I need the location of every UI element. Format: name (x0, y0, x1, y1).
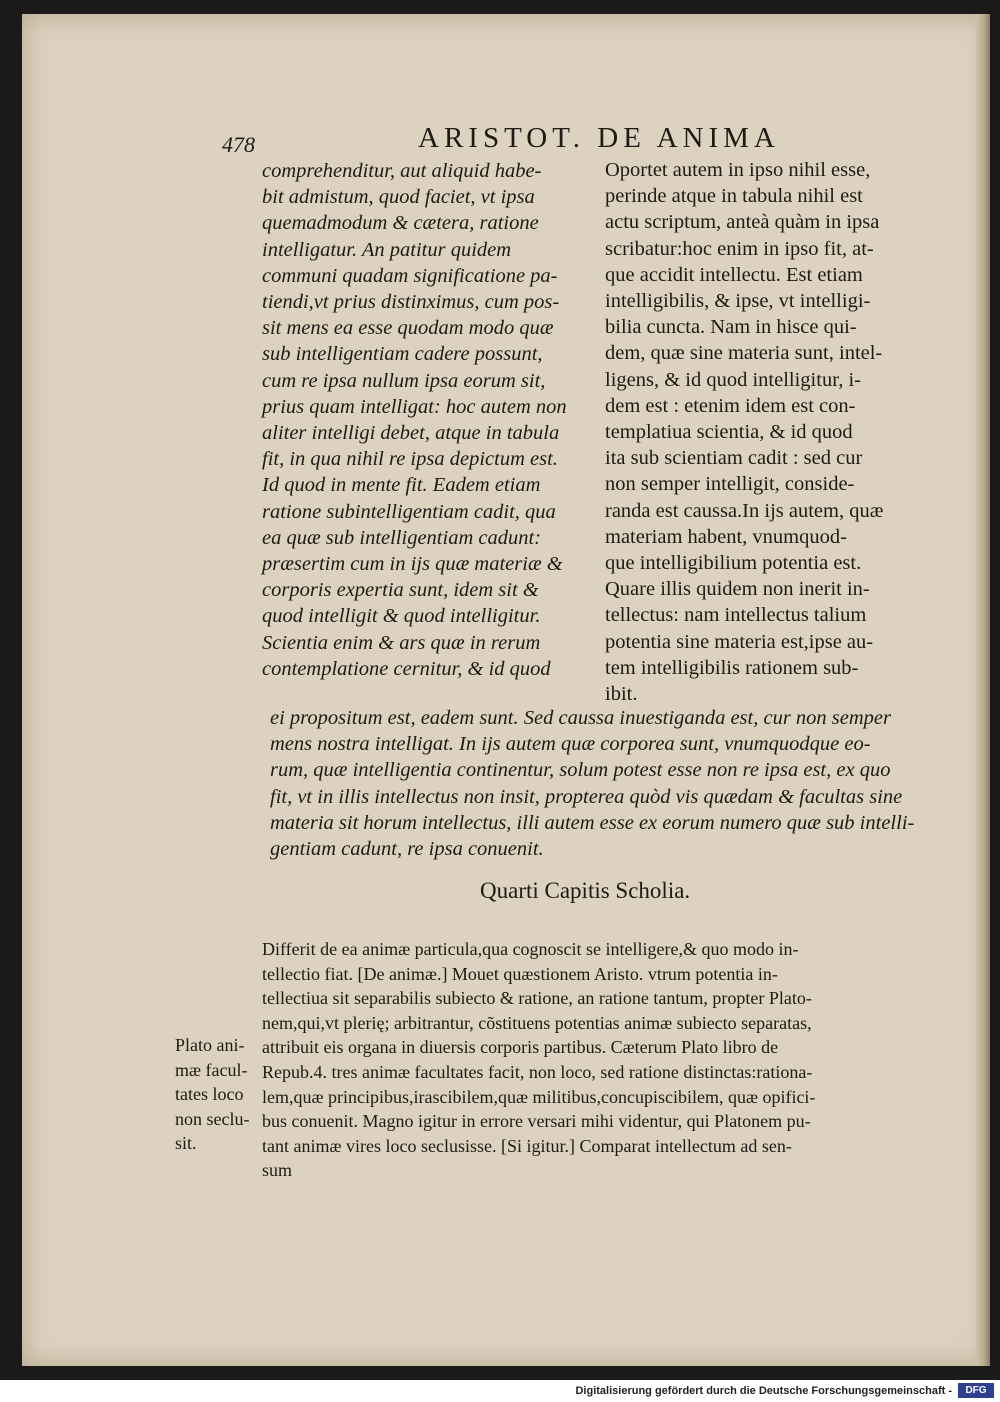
text-line: ligens, & id quod intelligitur, i- (605, 368, 861, 391)
text-line: attribuit eis organa in diuersis corporis partibus. Cæterum Plato libro de (262, 1037, 779, 1058)
text-line: potentia sine materia est,ipse au- (605, 630, 874, 653)
text-line: corporis expertia sunt, idem sit & (262, 579, 539, 602)
text-line: que accidit intellectu. Est etiam (605, 263, 863, 286)
text-line: que intelligibilium potentia est. (605, 552, 862, 575)
footer-bar (0, 1380, 1000, 1402)
text-line: tellectio fiat. [De animæ.] Mouet quæstionem Aristo. vtrum potentia in- (262, 963, 778, 984)
margin-note-line: sit. (175, 1133, 197, 1154)
scholia-paragraph (262, 937, 815, 1183)
text-line: Scientia enim & ars quæ in rerum (262, 631, 541, 654)
text-line: bus conuenit. Magno igitur in errore versari mihi videntur, qui Platonem pu- (262, 1111, 811, 1132)
dfg-logo: DFG (958, 1383, 994, 1398)
text-line: Repub.4. tres animæ facultates facit, non loco, sed ratione distinctas:rationa- (262, 1061, 813, 1082)
text-line: templatiua scientia, & id quod (605, 421, 853, 444)
text-line: scribatur:hoc enim in ipso fit, at- (605, 237, 874, 260)
text-line: Oportet autem in ipso nihil esse, (605, 159, 871, 181)
text-line: dem, quæ sine materia sunt, intel- (605, 342, 883, 365)
text-line: aliter intelligi debet, atque in tabula (262, 422, 560, 445)
text-line: contemplatione cernitur, & id quod (262, 657, 551, 680)
text-line: sit mens ea esse quodam modo quæ (262, 317, 554, 340)
text-line: lem,quæ principibus,irascibilem,quæ militibus,concupiscibilem, quæ opifici- (262, 1086, 816, 1107)
text-line: Differit de ea animæ particula,qua cognoscit se intelligere,& quo modo in- (262, 939, 799, 959)
text-line: Id quod in mente fit. Eadem etiam (262, 474, 541, 497)
latin-translation-column (262, 158, 624, 682)
text-line: actu scriptum, anteà quàm in ipsa (605, 211, 880, 234)
text-line: ei propositum est, eadem sunt. Sed caussa inuestiganda est, cur non semper (270, 707, 892, 729)
text-line: communi quadam significatione pa- (262, 264, 558, 287)
text-column-right (605, 157, 945, 707)
text-line: randa est caussa.In ijs autem, quæ (605, 499, 884, 522)
text-line: tem intelligibilis rationem sub- (605, 656, 859, 679)
text-line: mens nostra intelligat. In ijs autem quæ corporea sunt, vnumquodque eo- (270, 733, 871, 756)
text-line: fit, in qua nihil re ipsa depictum est. (262, 448, 558, 471)
section-heading: Quarti Capitis Scholia. (480, 878, 691, 903)
margin-note-line: Plato ani- (175, 1035, 245, 1055)
text-line: fit, vt in illis intellectus non insit, propterea quòd vis quædam & facultas sine (270, 785, 903, 808)
text-line: gentiam cadunt, re ipsa conuenit. (270, 838, 544, 861)
text-line: præsertim cum in ijs quæ materiæ & (262, 553, 563, 576)
text-line: tant animæ vires loco seclusisse. [Si igitur.] Comparat intellectum ad sen- (262, 1135, 792, 1156)
text-line: intelligibilis, & ipse, vt intelligi- (605, 290, 871, 313)
running-head: ARISTOT. DE ANIMA (418, 122, 780, 154)
text-line: perinde atque in tabula nihil est (605, 185, 863, 208)
text-line: sub intelligentiam cadere possunt, (262, 343, 543, 366)
text-line: cum re ipsa nullum ipsa eorum sit, (262, 369, 546, 392)
text-line: intelligatur. An patitur quidem (262, 238, 512, 261)
text-line: nem,qui,vt plerię; arbitrantur, cõstituens potentias animæ subiecto separatas, (262, 1012, 812, 1033)
margin-note-line: non seclu- (175, 1108, 250, 1129)
text-line: materiam habent, vnumquod- (605, 525, 847, 548)
text-line: ea quæ sub intelligentiam cadunt: (262, 526, 541, 549)
text-line: bilia cuncta. Nam in hisce qui- (605, 316, 857, 339)
page-number: 478 (222, 132, 255, 157)
page-edge (976, 14, 990, 1366)
margin-note-line: tates loco (175, 1084, 244, 1105)
text-line: comprehenditur, aut aliquid habe- (262, 160, 542, 182)
text-line: ibit. (605, 683, 638, 706)
text-line: non semper intelligit, conside- (605, 473, 855, 496)
text-line: materia sit horum intellectus, illi autem esse ex eorum numero quæ sub intelli- (270, 811, 915, 834)
full-width-paragraph (270, 705, 950, 862)
footer-text: Digitalisierung gefördert durch die Deutsche Forschungsgemeinschaft - (575, 1385, 952, 1397)
text-line: quemadmodum & cætera, ratione (262, 212, 539, 235)
margin-note-line: mæ facul- (175, 1059, 248, 1080)
text-line: tiendi,vt prius distinximus, cum pos- (262, 291, 560, 314)
text-line: tellectus: nam intellectus talium (605, 604, 867, 627)
text-line: rum, quæ intelligentia continentur, solum potest esse non re ipsa est, ex quo (270, 759, 891, 782)
text-line: sum (262, 1160, 293, 1181)
text-line: ratione subintelligentiam cadit, qua (262, 500, 556, 523)
text-line: tellectiua sit separabilis subiecto & ratione, an ratione tantum, propter Plato- (262, 988, 812, 1009)
text-line: quod intelligit & quod intelligitur. (262, 605, 541, 628)
margin-note (175, 1033, 249, 1156)
text-line: Quare illis quidem non inerit in- (605, 578, 870, 601)
text-line: dem est : etenim idem est con- (605, 394, 856, 417)
text-line: prius quam intelligat: hoc autem non (262, 395, 567, 418)
text-line: bit admistum, quod faciet, vt ipsa (262, 186, 535, 209)
text-line: ita sub scientiam cadit : sed cur (605, 447, 863, 470)
